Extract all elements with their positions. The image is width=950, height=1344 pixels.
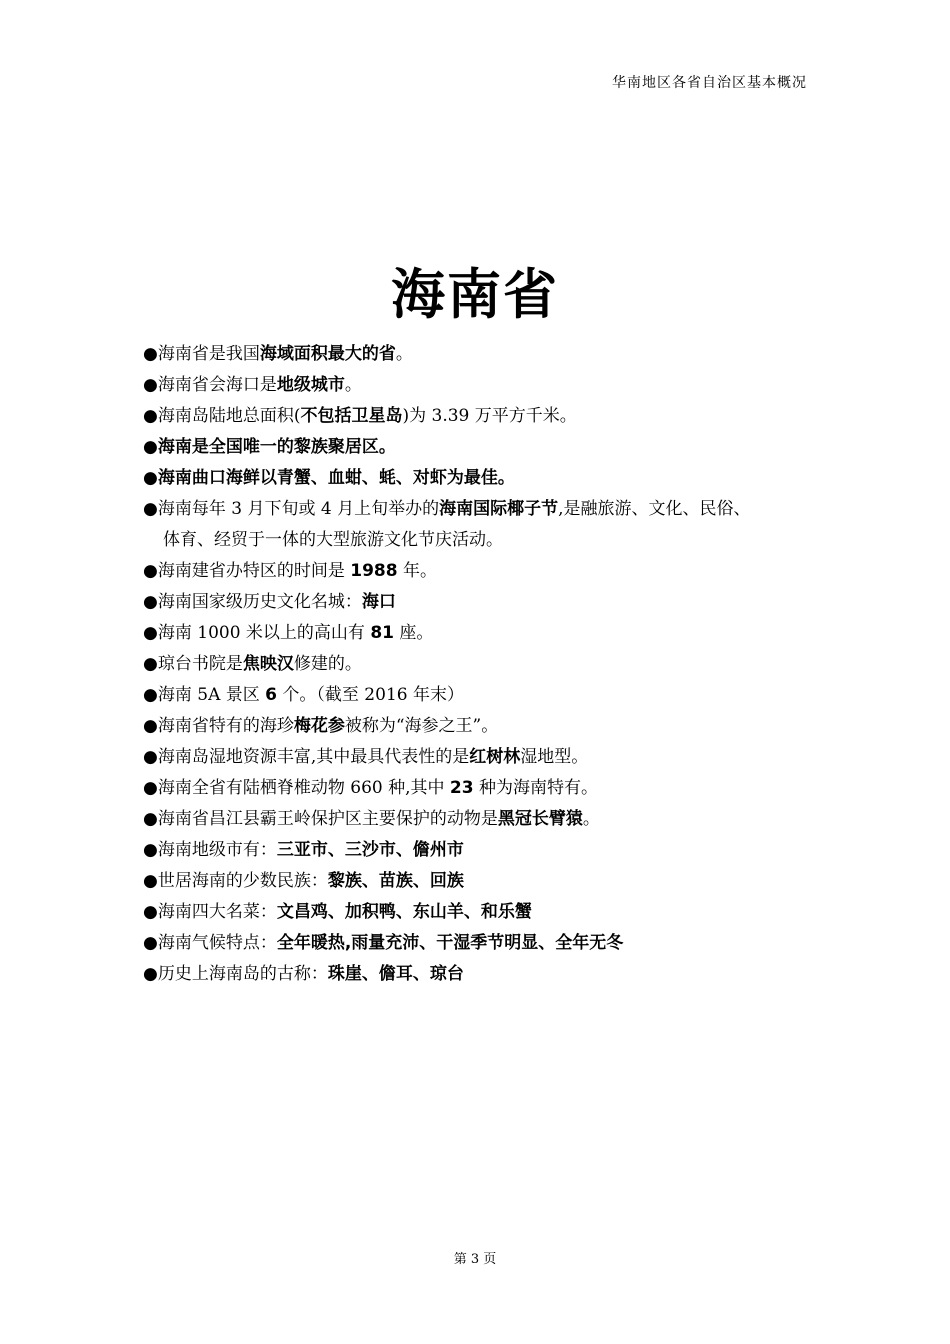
bullet-icon: ● [143,437,158,457]
list-item [143,339,803,370]
list-item [143,680,803,711]
item-text: 海南岛陆地总面积( [157,406,301,426]
list-item [143,587,803,618]
item-text: 海南全省有陆栖脊椎动物 660 种,其中 [157,778,450,798]
emphasis-text: 海口 [361,592,396,612]
bullet-icon: ● [143,623,158,643]
item-text: 琼台书院是 [157,654,243,674]
item-text: )为 3.39 万平方千米。 [402,406,577,426]
list-item [143,649,803,680]
item-text: 世居海南的少数民族： [157,871,328,891]
item-text: 海南每年 3 月下旬或 4 月上旬举办的 [157,499,440,519]
item-text: 种为海南特有。 [473,778,598,798]
bullet-icon: ● [143,933,158,953]
item-text: 个。（截至 2016 年末） [277,685,464,705]
emphasis-text: 海南是全国唯一的黎族聚居区。 [157,437,396,457]
list-item [143,835,803,866]
item-text: 海南建省办特区的时间是 [157,561,351,581]
emphasis-text: 海南国际椰子节 [439,499,559,519]
emphasis-text: 地级城市 [276,375,345,395]
bullet-icon: ● [143,406,158,426]
emphasis-text: 1988 [350,561,398,581]
emphasis-text: 黎族、苗族、回族 [327,871,464,891]
list-item [143,494,803,525]
list-item [143,773,803,804]
item-text: 海南国家级历史文化名城： [157,592,362,612]
bullet-icon: ● [143,344,158,364]
bullet-icon: ● [143,902,158,922]
running-header: 华南地区各省自治区基本概况 [612,75,807,91]
emphasis-text: 81 [370,623,394,643]
item-text: 海南省是我国 [157,344,260,364]
emphasis-text: 23 [449,778,474,798]
item-text: 海南气候特点： [157,933,277,953]
item-text: 海南 1000 米以上的高山有 [157,623,371,643]
list-item [143,370,803,401]
emphasis-text: 海南曲口海鲜以青蟹、血蚶、蚝、对虾为最佳。 [157,468,515,488]
list-item-continuation: 体育、经贸于一体的大型旅游文化节庆活动。 [163,530,503,550]
bullet-icon: ● [143,778,158,798]
emphasis-text: 梅花参 [293,716,345,736]
bullet-icon: ● [143,654,158,674]
bullet-icon: ● [143,561,158,581]
list-item [143,866,803,897]
item-text: 。 [582,809,600,829]
emphasis-text: 焦映汉 [242,654,294,674]
bullet-icon: ● [143,468,158,488]
bullet-icon: ● [143,592,158,612]
list-item [143,463,803,494]
list-item [143,401,803,432]
bullet-icon: ● [143,871,158,891]
bullet-icon: ● [143,375,158,395]
list-item [143,618,803,649]
item-text: 海南地级市有： [157,840,277,860]
emphasis-text: 6 [265,685,277,705]
list-item [143,742,803,773]
list-item [143,432,803,463]
item-text: 历史上海南岛的古称： [157,964,328,984]
list-item [143,959,803,990]
emphasis-text: 三亚市、三沙市、儋州市 [276,840,464,860]
list-item [143,556,803,587]
item-text: 海南四大名菜： [157,902,277,922]
list-item [143,804,803,835]
fact-list [143,339,803,990]
item-text: 被称为“海参之王”。 [344,716,499,736]
page-title: 海南省 [391,263,559,326]
bullet-icon: ● [143,809,158,829]
page-number: 第 3 页 [453,1252,497,1267]
list-item [143,711,803,742]
item-text: 海南省会海口是 [157,375,277,395]
emphasis-text: 不包括卫星岛 [300,406,403,426]
bullet-icon: ● [143,747,158,767]
item-text: 修建的。 [293,654,362,674]
bullet-icon: ● [143,716,158,736]
item-text: 海南省昌江县霸王岭保护区主要保护的动物是 [157,809,498,829]
emphasis-text: 海域面积最大的省 [259,344,396,364]
item-text: 。 [395,344,413,364]
bullet-icon: ● [143,685,158,705]
emphasis-text: 红树林 [469,747,521,767]
emphasis-text: 文昌鸡、加积鸭、东山羊、和乐蟹 [276,902,532,922]
item-text: 。 [344,375,362,395]
bullet-icon: ● [143,499,158,519]
bullet-icon: ● [143,964,158,984]
emphasis-text: 珠崖、儋耳、琼台 [327,964,464,984]
list-item [143,897,803,928]
emphasis-text: 黑冠长臂猿 [497,809,583,829]
item-text: 海南省特有的海珍 [157,716,294,736]
item-text: 海南 5A 景区 [157,685,266,705]
item-text: 年。 [397,561,437,581]
item-text: 湿地型。 [520,747,589,767]
item-text: 海南岛湿地资源丰富,其中最具代表性的是 [157,747,470,767]
list-item [143,928,803,959]
item-text: ,是融旅游、文化、民俗、 [558,499,751,519]
item-text: 座。 [394,623,434,643]
bullet-icon: ● [143,840,158,860]
emphasis-text: 全年暖热,雨量充沛、干湿季节明显、全年无冬 [276,933,624,953]
